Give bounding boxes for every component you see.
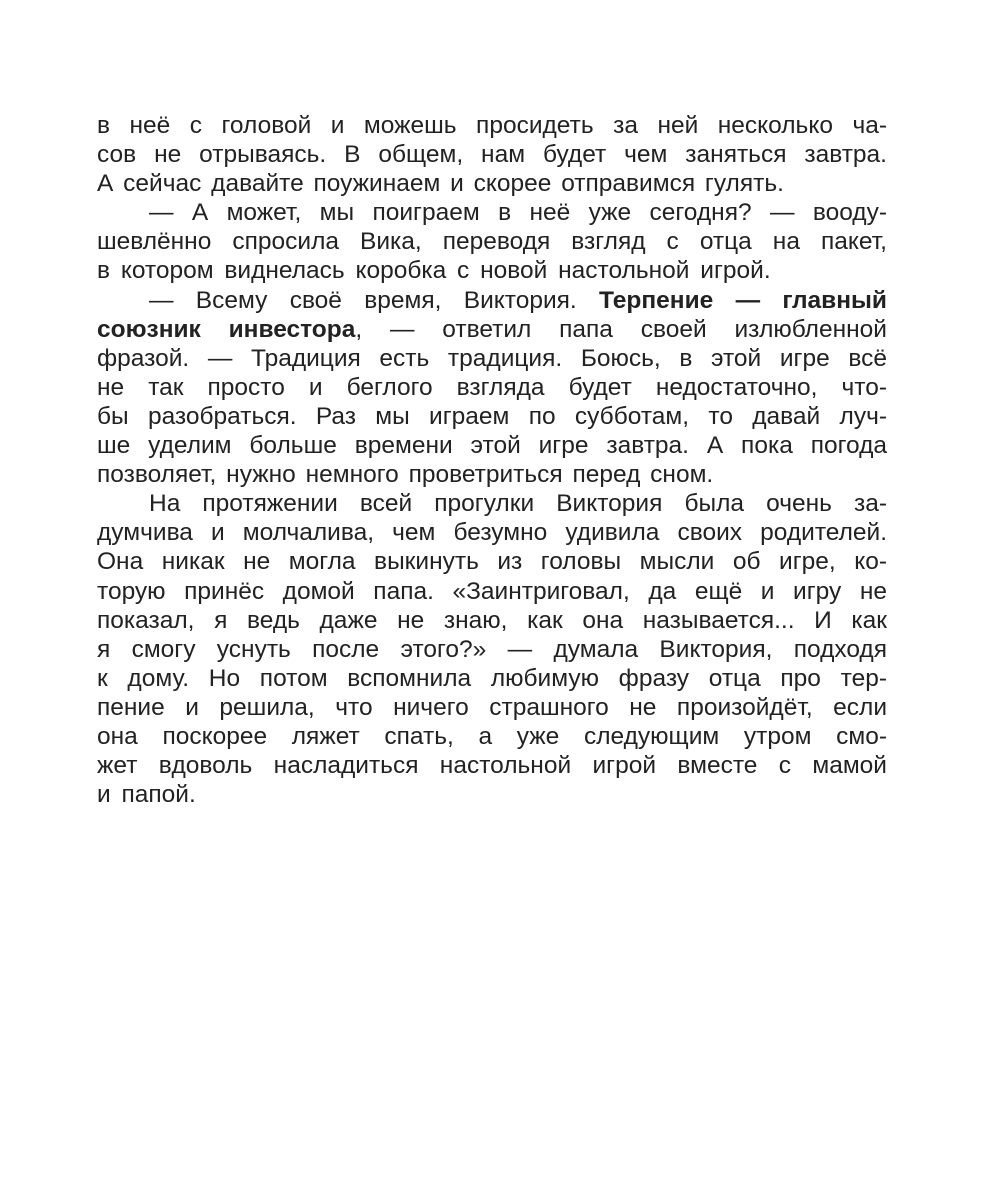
text-line: фразой. — Традиция есть традиция. Боюсь, в этой игре всё [97,344,887,372]
text-line: она поскорее ляжет спать, а уже следующим утром смо- [97,722,887,750]
text-line: я смогу уснуть после этого?» — думала Виктория, подходя [97,635,887,663]
bold-phrase: Терпение — главный [599,286,887,314]
text-line [97,315,887,344]
paragraph-1 [97,111,887,198]
text-line: бы разобраться. Раз мы играем по субботам, то давай луч- [97,402,887,430]
text-line: к дому. Но потом вспомнила любимую фразу отца про тер- [97,664,887,692]
paragraph-2 [97,198,887,285]
text-line: жет вдоволь насладиться настольной игрой вместе с мамой [97,752,887,780]
text-line: позволяет, нужно немного проветриться перед сном. [97,461,714,489]
text-line: сов не отрываясь. В общем, нам будет чем заняться завтра. [97,141,887,169]
text-line: шевлённо спросила Вика, переводя взгляд с отца на пакет, [97,228,887,256]
text-span: , — ответил папа своей излюбленной [355,315,887,343]
text-line: в котором виднелась коробка с новой настольной игрой. [97,257,771,285]
text-line: торую принёс домой папа. «Заинтриговал, да ещё и игру не [97,577,887,605]
text-line: пение и решила, что ничего страшного не произойдёт, если [97,693,887,721]
text-line: не так просто и беглого взгляда будет недостаточно, что- [97,373,887,401]
text-line: На протяжении всей прогулки Виктория была очень за- [149,490,887,518]
text-line: А сейчас давайте поужинаем и скорее отправимся гулять. [97,170,784,198]
text-line: показал, я ведь даже не знаю, как она называется... И как [97,606,887,634]
paragraph-4 [97,489,887,809]
text-line: ше уделим больше времени этой игре завтра. А пока погода [97,432,887,460]
text-line [97,286,887,315]
text-line: Она никак не могла выкинуть из головы мысли об игре, ко- [97,548,887,576]
bold-phrase: союзник инвестора [97,315,356,343]
text-line: и папой. [97,781,196,809]
text-line: — А может, мы поиграем в неё уже сегодня? — вооду- [149,199,887,227]
story-text [97,111,887,809]
paragraph-3 [97,286,887,490]
text-line: в неё с головой и можешь просидеть за ней несколько ча- [97,112,887,139]
text-line: думчива и молчалива, чем безумно удивила своих родителей. [97,519,887,547]
text-span: — Всему своё время, Виктория. [149,286,600,314]
